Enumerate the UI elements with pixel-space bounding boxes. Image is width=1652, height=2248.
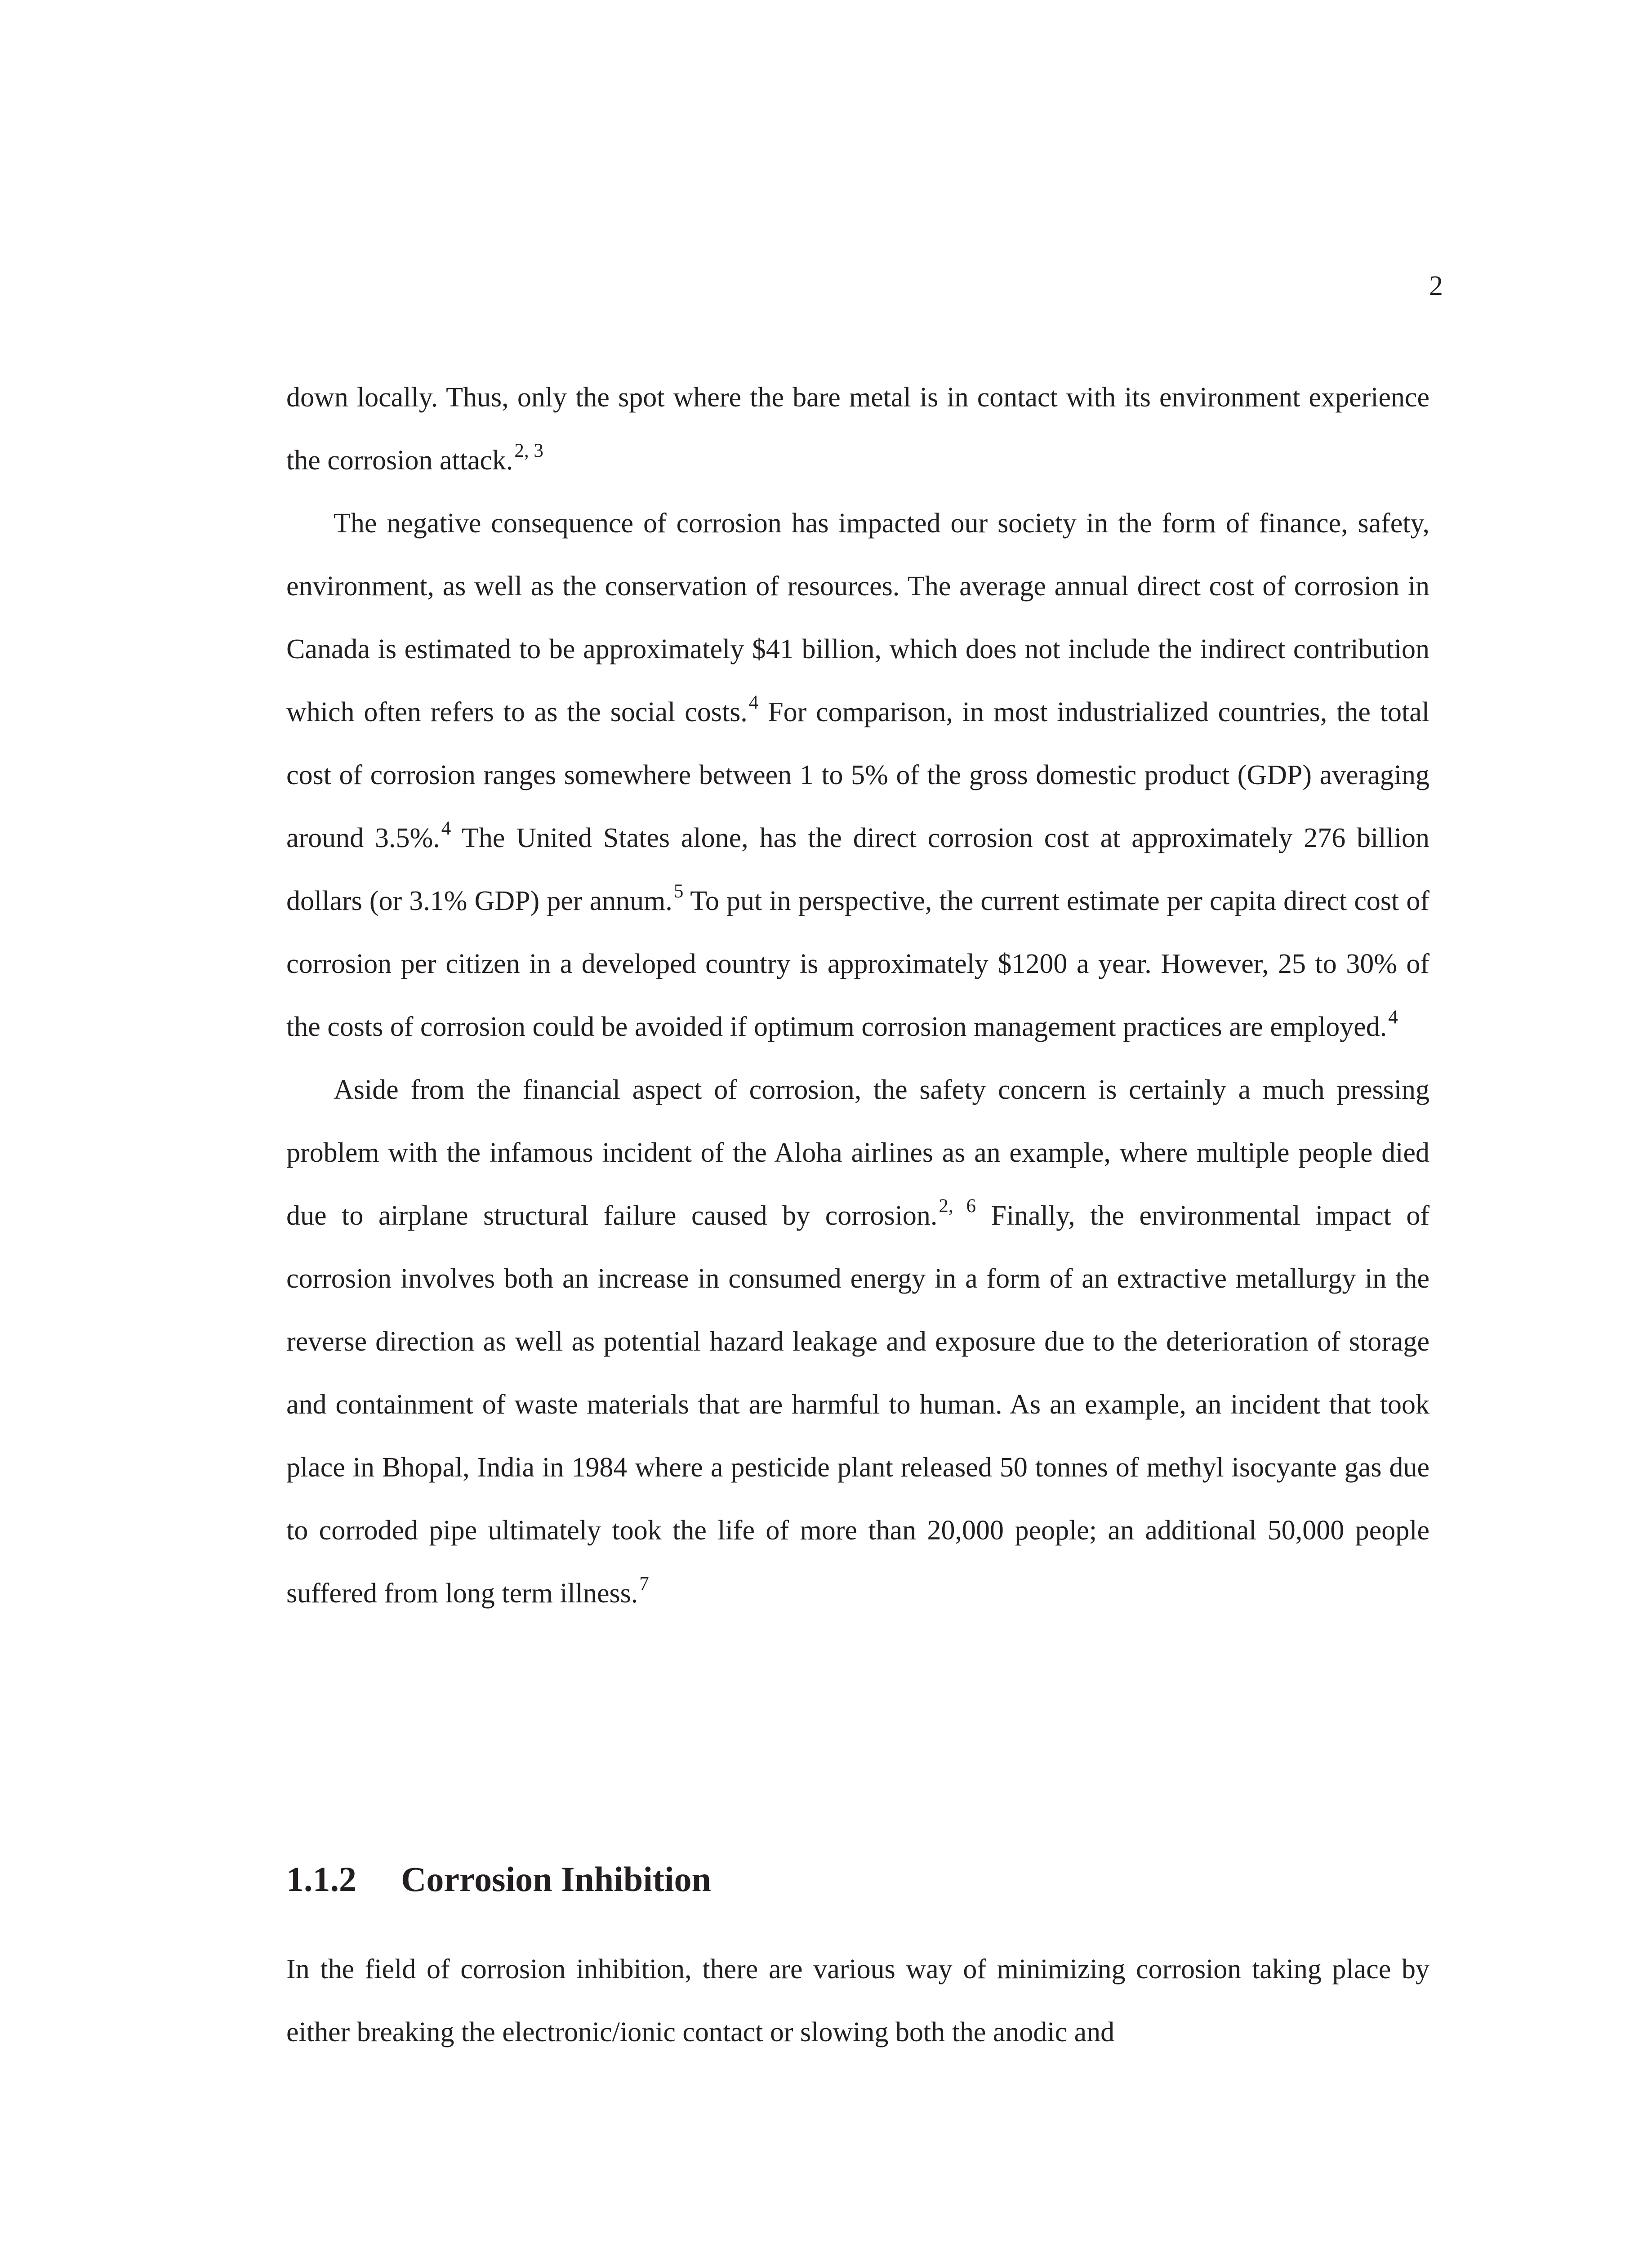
section-title: Corrosion Inhibition bbox=[401, 1860, 711, 1899]
paragraph bbox=[286, 492, 1429, 1058]
paragraph-text: In the field of corrosion inhibition, there are various way of minimizing corrosion taking place by either breaking the electronic/ionic contact or slowing both the anodic and bbox=[286, 1954, 1429, 2047]
citation-superscript: 4 bbox=[748, 692, 759, 713]
citation-superscript: 2, 6 bbox=[939, 1195, 976, 1217]
paragraph-text: For comparison, in most industrialized countries, the total cost of corrosion ranges somewhere between 1 to 5% of the gross domestic product (GDP) averaging around 3.5%. bbox=[286, 697, 1429, 853]
paragraph-text: Aside from the financial aspect of corrosion, the safety concern is certainly a much pressing problem with the infamous incident of the Aloha airlines as an example, where multiple people died due to airplane structural failure caused by corrosion. bbox=[286, 1075, 1429, 1231]
page-number: 2 bbox=[1429, 271, 1443, 301]
paragraph-text: The United States alone, has the direct corrosion cost at approximately 276 billion dollars (or 3.1% GDP) per annum. bbox=[286, 823, 1429, 916]
section-number: 1.1.2 bbox=[286, 1860, 356, 1899]
citation-superscript: 7 bbox=[639, 1573, 649, 1594]
paragraph bbox=[286, 366, 1429, 492]
citation-superscript: 4 bbox=[1388, 1007, 1398, 1028]
citation-superscript: 4 bbox=[441, 818, 451, 839]
citation-superscript: 5 bbox=[673, 881, 684, 902]
citation-superscript: 2, 3 bbox=[514, 440, 543, 461]
paragraph-text: down locally. Thus, only the spot where the bare metal is in contact with its environment experience the corrosion attack. bbox=[286, 382, 1429, 476]
paragraph bbox=[286, 1938, 1429, 2064]
paragraph-text: The negative consequence of corrosion has impacted our society in the form of finance, safety, environment, as well as the conservation of resources. The average annual direct cost of corrosion in Canada is estimated to be approximately $41 billion, which does not include the indirect contribution which often refers to as the social costs. bbox=[286, 508, 1429, 727]
paragraph bbox=[286, 1058, 1429, 1625]
paragraph-text: To put in perspective, the current estimate per capita direct cost of corrosion per citizen in a developed country is approximately $1200 a year. However, 25 to 30% of the costs of corrosion could be avoided if optimum corrosion management practices are employed. bbox=[286, 886, 1429, 1042]
paragraph-text: Finally, the environmental impact of corrosion involves both an increase in consumed energy in a form of an extractive metallurgy in the reverse direction as well as potential hazard leakage and exposure due to the deterioration of storage and containment of waste materials that are harmful to human. As an example, an incident that took place in Bhopal, India in 1984 where a pesticide plant released 50 tonnes of methyl isocyante gas due to corroded pipe ultimately took the life of more than 20,000 people; an additional 50,000 people suffered from long term illness. bbox=[286, 1200, 1430, 1609]
section-heading bbox=[286, 1852, 1429, 1906]
body-text-top bbox=[286, 366, 1429, 1625]
body-text-bottom bbox=[286, 1938, 1429, 2064]
